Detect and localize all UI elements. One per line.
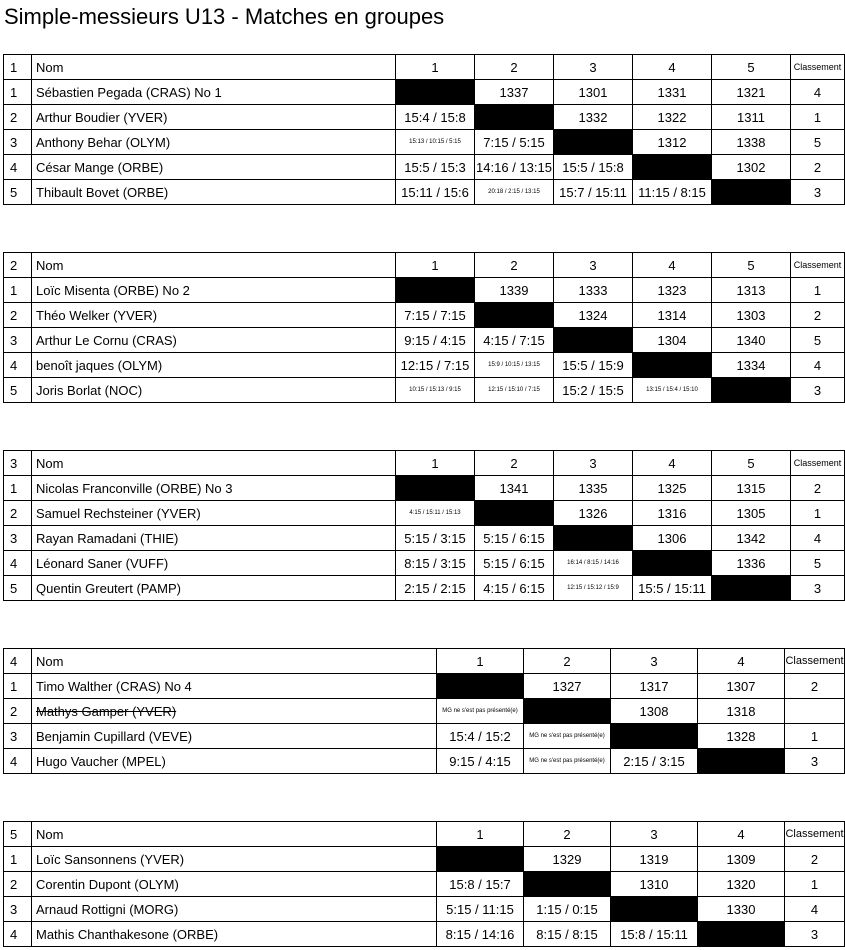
self-match-cell	[611, 897, 698, 922]
match-cell: 9:15 / 4:15	[437, 749, 524, 774]
table-row	[4, 526, 845, 551]
self-match-cell	[633, 551, 712, 576]
table-row	[4, 328, 845, 353]
match-cell: 1334	[712, 353, 791, 378]
match-cell: 14:16 / 13:15	[475, 155, 554, 180]
col-header: 3	[554, 253, 633, 278]
col-header: 4	[633, 451, 712, 476]
group-number: 5	[4, 822, 32, 847]
rank-cell: 2	[785, 674, 845, 699]
player-name: Loïc Misenta (ORBE) No 2	[32, 278, 396, 303]
row-number: 4	[4, 551, 32, 576]
row-number: 5	[4, 576, 32, 601]
self-match-cell	[611, 724, 698, 749]
match-cell: 10:15 / 15:13 / 9:15	[396, 378, 475, 403]
match-cell: 1308	[611, 699, 698, 724]
table-row	[4, 303, 845, 328]
match-cell: 12:15 / 15:12 / 15:9	[554, 576, 633, 601]
group-number: 2	[4, 253, 32, 278]
group-table	[3, 821, 845, 947]
col-header: 1	[396, 451, 475, 476]
rank-header: Classement	[791, 55, 845, 80]
match-cell: 5:15 / 11:15	[437, 897, 524, 922]
match-cell: 15:5 / 15:3	[396, 155, 475, 180]
row-number: 2	[4, 501, 32, 526]
self-match-cell	[475, 303, 554, 328]
match-cell: 1311	[712, 105, 791, 130]
name-header: Nom	[32, 822, 437, 847]
rank-cell: 3	[791, 378, 845, 403]
player-name: Rayan Ramadani (THIE)	[32, 526, 396, 551]
name-header: Nom	[32, 55, 396, 80]
table-row	[4, 180, 845, 205]
player-name: Joris Borlat (NOC)	[32, 378, 396, 403]
rank-cell: 4	[785, 897, 845, 922]
match-cell: 1329	[524, 847, 611, 872]
match-cell: 1312	[633, 130, 712, 155]
col-header: 2	[475, 55, 554, 80]
no-show-cell: MG ne s'est pas présenté(e)	[524, 724, 611, 749]
match-cell: 4:15 / 7:15	[475, 328, 554, 353]
header-row	[4, 451, 845, 476]
match-cell: 1301	[554, 80, 633, 105]
match-cell: 15:5 / 15:9	[554, 353, 633, 378]
header-row	[4, 649, 845, 674]
match-cell: 1317	[611, 674, 698, 699]
player-name: Loïc Sansonnens (YVER)	[32, 847, 437, 872]
rank-cell: 3	[785, 749, 845, 774]
match-cell: 5:15 / 6:15	[475, 526, 554, 551]
match-cell: 15:5 / 15:8	[554, 155, 633, 180]
no-show-cell: MG ne s'est pas présenté(e)	[437, 699, 524, 724]
self-match-cell	[396, 278, 475, 303]
row-number: 5	[4, 180, 32, 205]
match-cell: 1338	[712, 130, 791, 155]
player-name: Quentin Greutert (PAMP)	[32, 576, 396, 601]
rank-header: Classement	[785, 822, 845, 847]
player-name: Mathis Chanthakesone (ORBE)	[32, 922, 437, 947]
row-number: 4	[4, 155, 32, 180]
match-cell: 15:8 / 15:7	[437, 872, 524, 897]
match-cell: 15:13 / 10:15 / 5:15	[396, 130, 475, 155]
rank-cell: 2	[785, 847, 845, 872]
self-match-cell	[524, 872, 611, 897]
match-cell: 1314	[633, 303, 712, 328]
table-row	[4, 155, 845, 180]
match-cell: 1332	[554, 105, 633, 130]
row-number: 2	[4, 872, 32, 897]
row-number: 4	[4, 749, 32, 774]
match-cell: 1320	[698, 872, 785, 897]
row-number: 1	[4, 278, 32, 303]
self-match-cell	[698, 922, 785, 947]
table-row	[4, 576, 845, 601]
table-row	[4, 724, 845, 749]
match-cell: 2:15 / 3:15	[611, 749, 698, 774]
table-row	[4, 847, 845, 872]
row-number: 1	[4, 847, 32, 872]
col-header: 4	[698, 822, 785, 847]
match-cell: 1333	[554, 278, 633, 303]
rank-cell: 3	[791, 180, 845, 205]
row-number: 3	[4, 130, 32, 155]
self-match-cell	[633, 155, 712, 180]
table-row	[4, 105, 845, 130]
group-table	[3, 252, 845, 403]
col-header: 1	[437, 649, 524, 674]
group-table	[3, 648, 845, 774]
table-row	[4, 378, 845, 403]
match-cell: 4:15 / 15:11 / 15:13	[396, 501, 475, 526]
row-number: 4	[4, 922, 32, 947]
rank-cell: 5	[791, 551, 845, 576]
match-cell: 15:11 / 15:6	[396, 180, 475, 205]
match-cell: 1337	[475, 80, 554, 105]
match-cell: 1306	[633, 526, 712, 551]
table-row	[4, 80, 845, 105]
rank-header: Classement	[785, 649, 845, 674]
player-name: César Mange (ORBE)	[32, 155, 396, 180]
match-cell: 15:4 / 15:2	[437, 724, 524, 749]
match-cell: 1302	[712, 155, 791, 180]
rank-header: Classement	[791, 253, 845, 278]
match-cell: 5:15 / 6:15	[475, 551, 554, 576]
player-name: Benjamin Cupillard (VEVE)	[32, 724, 437, 749]
match-cell: 1326	[554, 501, 633, 526]
match-cell: 1307	[698, 674, 785, 699]
match-cell: 1327	[524, 674, 611, 699]
match-cell: 15:5 / 15:11	[633, 576, 712, 601]
match-cell: 11:15 / 8:15	[633, 180, 712, 205]
col-header: 5	[712, 55, 791, 80]
page-title: Simple-messieurs U13 - Matches en groupes	[4, 4, 445, 29]
group-number: 4	[4, 649, 32, 674]
player-name: Léonard Saner (VUFF)	[32, 551, 396, 576]
self-match-cell	[396, 476, 475, 501]
row-number: 3	[4, 526, 32, 551]
rank-cell: 5	[791, 328, 845, 353]
self-match-cell	[475, 501, 554, 526]
col-header: 3	[554, 451, 633, 476]
match-cell: 15:4 / 15:8	[396, 105, 475, 130]
table-row	[4, 130, 845, 155]
match-cell: 1341	[475, 476, 554, 501]
self-match-cell	[554, 130, 633, 155]
col-header: 2	[475, 451, 554, 476]
row-number: 2	[4, 303, 32, 328]
group-number: 1	[4, 55, 32, 80]
rank-cell: 1	[791, 501, 845, 526]
group-table	[3, 54, 845, 205]
player-name: Samuel Rechsteiner (YVER)	[32, 501, 396, 526]
player-name: Anthony Behar (OLYM)	[32, 130, 396, 155]
rank-cell: 1	[785, 724, 845, 749]
match-cell: 15:8 / 15:11	[611, 922, 698, 947]
rank-cell: 1	[791, 278, 845, 303]
match-cell: 1340	[712, 328, 791, 353]
col-header: 1	[437, 822, 524, 847]
match-cell: 1336	[712, 551, 791, 576]
row-number: 1	[4, 674, 32, 699]
rank-cell: 3	[785, 922, 845, 947]
self-match-cell	[633, 353, 712, 378]
player-name: Arthur Boudier (YVER)	[32, 105, 396, 130]
row-number: 5	[4, 378, 32, 403]
self-match-cell	[712, 180, 791, 205]
col-header: 1	[396, 253, 475, 278]
col-header: 3	[554, 55, 633, 80]
col-header: 5	[712, 451, 791, 476]
match-cell: 8:15 / 14:16	[437, 922, 524, 947]
name-header: Nom	[32, 649, 437, 674]
self-match-cell	[698, 749, 785, 774]
match-cell: 1315	[712, 476, 791, 501]
rank-cell: 2	[791, 303, 845, 328]
match-cell: 8:15 / 3:15	[396, 551, 475, 576]
match-cell: 7:15 / 5:15	[475, 130, 554, 155]
match-cell: 1303	[712, 303, 791, 328]
self-match-cell	[554, 328, 633, 353]
row-number: 2	[4, 699, 32, 724]
self-match-cell	[524, 699, 611, 724]
match-cell: 1310	[611, 872, 698, 897]
rank-cell: 1	[791, 105, 845, 130]
table-row	[4, 551, 845, 576]
match-cell: 15:2 / 15:5	[554, 378, 633, 403]
row-number: 1	[4, 476, 32, 501]
group-number: 3	[4, 451, 32, 476]
match-cell: 1309	[698, 847, 785, 872]
table-row	[4, 476, 845, 501]
table-row	[4, 749, 845, 774]
self-match-cell	[437, 847, 524, 872]
col-header: 3	[611, 822, 698, 847]
match-cell: 2:15 / 2:15	[396, 576, 475, 601]
col-header: 2	[475, 253, 554, 278]
col-header: 1	[396, 55, 475, 80]
match-cell: 1328	[698, 724, 785, 749]
match-cell: 7:15 / 7:15	[396, 303, 475, 328]
match-cell: 12:15 / 7:15	[396, 353, 475, 378]
group-table	[3, 450, 845, 601]
col-header: 5	[712, 253, 791, 278]
self-match-cell	[712, 576, 791, 601]
match-cell: 1:15 / 0:15	[524, 897, 611, 922]
match-cell: 1323	[633, 278, 712, 303]
player-name: Nicolas Franconville (ORBE) No 3	[32, 476, 396, 501]
header-row	[4, 55, 845, 80]
match-cell: 1321	[712, 80, 791, 105]
self-match-cell	[396, 80, 475, 105]
match-cell: 12:15 / 15:10 / 7:15	[475, 378, 554, 403]
match-cell: 1330	[698, 897, 785, 922]
match-cell: 20:18 / 2:15 / 13:15	[475, 180, 554, 205]
rank-cell: 4	[791, 353, 845, 378]
player-name: Corentin Dupont (OLYM)	[32, 872, 437, 897]
match-cell: 1325	[633, 476, 712, 501]
player-name: Thibault Bovet (ORBE)	[32, 180, 396, 205]
player-name: Arthur Le Cornu (CRAS)	[32, 328, 396, 353]
match-cell: 16:14 / 8:15 / 14:16	[554, 551, 633, 576]
player-name: Hugo Vaucher (MPEL)	[32, 749, 437, 774]
rank-cell: 4	[791, 526, 845, 551]
col-header: 3	[611, 649, 698, 674]
rank-cell: 1	[785, 872, 845, 897]
rank-header: Classement	[791, 451, 845, 476]
player-name: Timo Walther (CRAS) No 4	[32, 674, 437, 699]
player-name: Arnaud Rottigni (MORG)	[32, 897, 437, 922]
self-match-cell	[554, 526, 633, 551]
row-number: 3	[4, 724, 32, 749]
name-header: Nom	[32, 253, 396, 278]
name-header: Nom	[32, 451, 396, 476]
table-row	[4, 353, 845, 378]
col-header: 2	[524, 649, 611, 674]
col-header: 4	[633, 253, 712, 278]
match-cell: 5:15 / 3:15	[396, 526, 475, 551]
match-cell: 15:9 / 10:15 / 13:15	[475, 353, 554, 378]
player-name: Théo Welker (YVER)	[32, 303, 396, 328]
col-header: 2	[524, 822, 611, 847]
match-cell: 1342	[712, 526, 791, 551]
rank-cell: 4	[791, 80, 845, 105]
rank-cell: 2	[791, 476, 845, 501]
row-number: 2	[4, 105, 32, 130]
rank-cell	[785, 699, 845, 724]
table-row	[4, 501, 845, 526]
row-number: 4	[4, 353, 32, 378]
match-cell: 1339	[475, 278, 554, 303]
table-row	[4, 922, 845, 947]
self-match-cell	[475, 105, 554, 130]
match-cell: 1322	[633, 105, 712, 130]
match-cell: 1324	[554, 303, 633, 328]
match-cell: 1316	[633, 501, 712, 526]
match-cell: 1305	[712, 501, 791, 526]
no-show-cell: MG ne s'est pas présenté(e)	[524, 749, 611, 774]
match-cell: 9:15 / 4:15	[396, 328, 475, 353]
player-name: Sébastien Pegada (CRAS) No 1	[32, 80, 396, 105]
table-row	[4, 872, 845, 897]
header-row	[4, 822, 845, 847]
match-cell: 15:7 / 15:11	[554, 180, 633, 205]
table-row	[4, 674, 845, 699]
player-name-withdrawn: Mathys Gamper (YVER)	[32, 699, 437, 724]
match-cell: 1313	[712, 278, 791, 303]
player-name: benoît jaques (OLYM)	[32, 353, 396, 378]
rank-cell: 2	[791, 155, 845, 180]
table-row	[4, 699, 845, 724]
row-number: 1	[4, 80, 32, 105]
match-cell: 1335	[554, 476, 633, 501]
match-cell: 1319	[611, 847, 698, 872]
rank-cell: 5	[791, 130, 845, 155]
header-row	[4, 253, 845, 278]
col-header: 4	[698, 649, 785, 674]
row-number: 3	[4, 328, 32, 353]
match-cell: 1318	[698, 699, 785, 724]
table-row	[4, 897, 845, 922]
row-number: 3	[4, 897, 32, 922]
self-match-cell	[712, 378, 791, 403]
match-cell: 1331	[633, 80, 712, 105]
match-cell: 13:15 / 15:4 / 15:10	[633, 378, 712, 403]
self-match-cell	[437, 674, 524, 699]
rank-cell: 3	[791, 576, 845, 601]
match-cell: 1304	[633, 328, 712, 353]
match-cell: 4:15 / 6:15	[475, 576, 554, 601]
match-cell: 8:15 / 8:15	[524, 922, 611, 947]
col-header: 4	[633, 55, 712, 80]
table-row	[4, 278, 845, 303]
